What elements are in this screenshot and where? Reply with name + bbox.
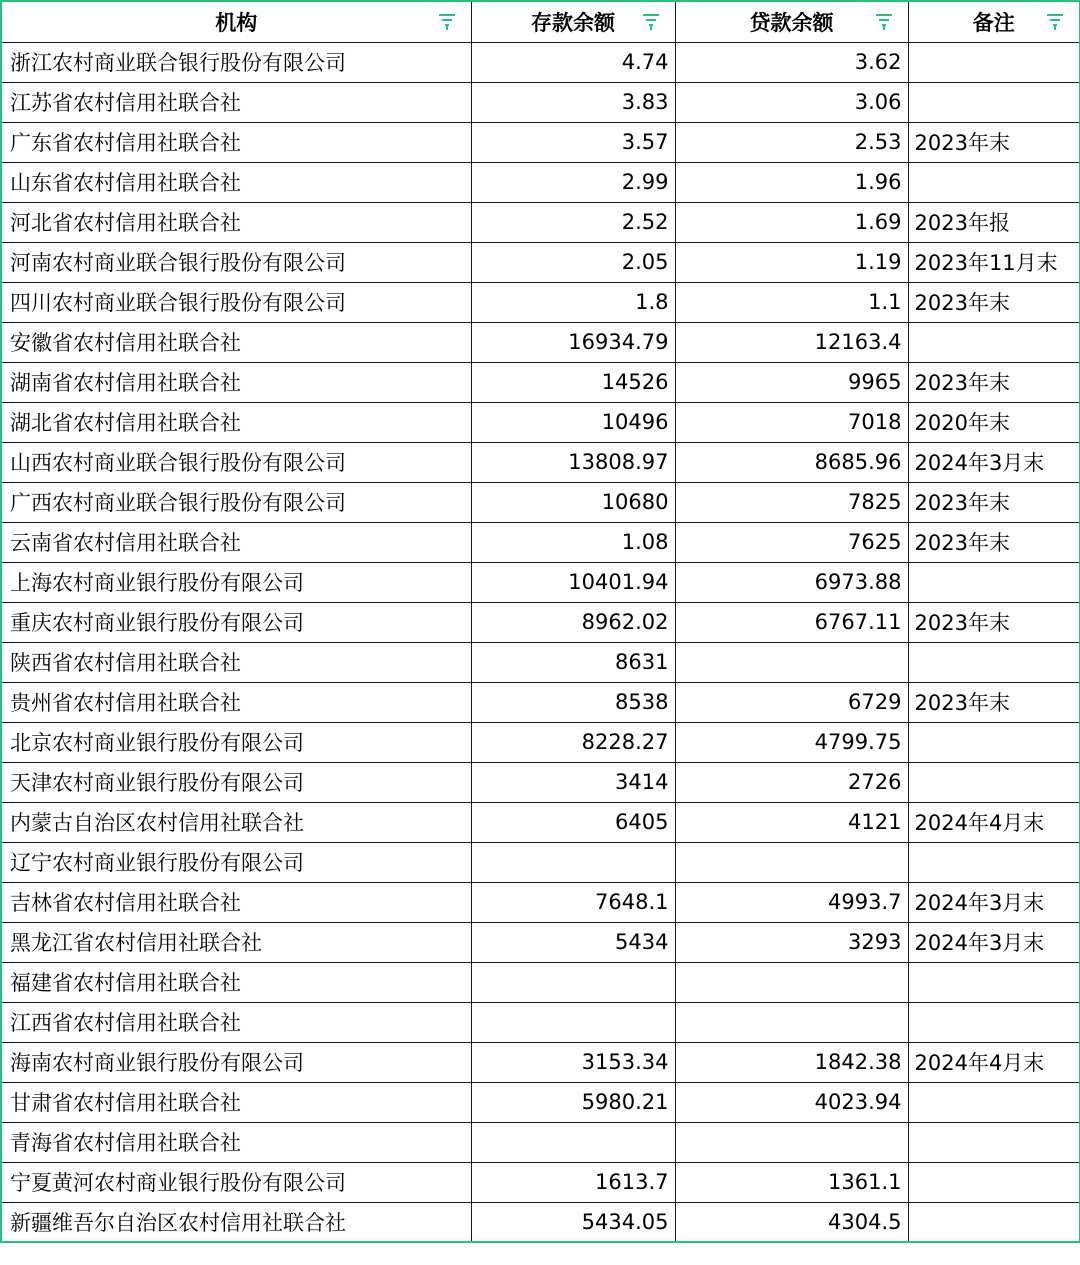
cell-note[interactable] (908, 1162, 1080, 1202)
cell-institution[interactable]: 北京农村商业银行股份有限公司 (1, 722, 471, 762)
cell-institution[interactable]: 海南农村商业银行股份有限公司 (1, 1042, 471, 1082)
cell-institution[interactable]: 江苏省农村信用社联合社 (1, 82, 471, 122)
cell-loan[interactable]: 7625 (675, 522, 908, 562)
cell-loan[interactable] (675, 962, 908, 1002)
table-row[interactable] (1, 1202, 1080, 1242)
cell-loan[interactable]: 8685.96 (675, 442, 908, 482)
cell-note[interactable]: 2020年末 (908, 402, 1080, 442)
column-header-loan[interactable] (675, 1, 908, 42)
cell-note[interactable] (908, 82, 1080, 122)
cell-loan[interactable]: 1.96 (675, 162, 908, 202)
column-header-deposit[interactable] (471, 1, 675, 42)
filter-icon[interactable] (641, 12, 661, 32)
cell-note[interactable] (908, 322, 1080, 362)
cell-deposit[interactable]: 10401.94 (471, 562, 675, 602)
cell-note[interactable]: 2023年末 (908, 362, 1080, 402)
table-row[interactable] (1, 362, 1080, 402)
cell-institution[interactable]: 黑龙江省农村信用社联合社 (1, 922, 471, 962)
table-row[interactable] (1, 482, 1080, 522)
cell-note[interactable] (908, 562, 1080, 602)
cell-deposit[interactable]: 7648.1 (471, 882, 675, 922)
cell-institution[interactable]: 河南农村商业联合银行股份有限公司 (1, 242, 471, 282)
table-row[interactable] (1, 682, 1080, 722)
cell-deposit[interactable]: 8962.02 (471, 602, 675, 642)
cell-deposit[interactable]: 3.57 (471, 122, 675, 162)
cell-loan[interactable]: 4304.5 (675, 1202, 908, 1242)
cell-institution[interactable]: 青海省农村信用社联合社 (1, 1122, 471, 1162)
cell-note[interactable]: 2023年末 (908, 522, 1080, 562)
cell-deposit[interactable]: 5434.05 (471, 1202, 675, 1242)
table-row[interactable] (1, 562, 1080, 602)
cell-institution[interactable]: 云南省农村信用社联合社 (1, 522, 471, 562)
table-row[interactable] (1, 442, 1080, 482)
cell-note[interactable] (908, 842, 1080, 882)
cell-deposit[interactable]: 1.8 (471, 282, 675, 322)
cell-note[interactable]: 2023年末 (908, 122, 1080, 162)
cell-loan[interactable]: 4993.7 (675, 882, 908, 922)
cell-loan[interactable] (675, 642, 908, 682)
table-row[interactable] (1, 842, 1080, 882)
filter-icon[interactable] (437, 12, 457, 32)
cell-deposit[interactable]: 4.74 (471, 42, 675, 82)
table-row[interactable] (1, 1082, 1080, 1122)
cell-institution[interactable]: 甘肃省农村信用社联合社 (1, 1082, 471, 1122)
cell-institution[interactable]: 福建省农村信用社联合社 (1, 962, 471, 1002)
table-row[interactable] (1, 922, 1080, 962)
column-header-label: 贷款余额 (749, 10, 834, 35)
filter-icon[interactable] (874, 12, 894, 32)
cell-institution[interactable]: 天津农村商业银行股份有限公司 (1, 762, 471, 802)
cell-institution[interactable]: 内蒙古自治区农村信用社联合社 (1, 802, 471, 842)
cell-loan[interactable]: 12163.4 (675, 322, 908, 362)
cell-loan[interactable]: 4121 (675, 802, 908, 842)
column-header-note[interactable] (908, 1, 1080, 42)
cell-loan[interactable]: 6729 (675, 682, 908, 722)
cell-note[interactable] (908, 1202, 1080, 1242)
cell-loan[interactable]: 2.53 (675, 122, 908, 162)
cell-deposit[interactable] (471, 842, 675, 882)
cell-note[interactable] (908, 42, 1080, 82)
cell-institution[interactable]: 新疆维吾尔自治区农村信用社联合社 (1, 1202, 471, 1242)
cell-institution[interactable]: 广西农村商业联合银行股份有限公司 (1, 482, 471, 522)
cell-deposit[interactable]: 5980.21 (471, 1082, 675, 1122)
cell-institution[interactable]: 江西省农村信用社联合社 (1, 1002, 471, 1042)
table-row[interactable] (1, 402, 1080, 442)
cell-note[interactable]: 2024年3月末 (908, 882, 1080, 922)
cell-deposit[interactable]: 8631 (471, 642, 675, 682)
cell-loan[interactable]: 2726 (675, 762, 908, 802)
table-row[interactable] (1, 42, 1080, 82)
cell-deposit[interactable]: 1613.7 (471, 1162, 675, 1202)
cell-institution[interactable]: 河北省农村信用社联合社 (1, 202, 471, 242)
cell-deposit[interactable] (471, 1002, 675, 1042)
cell-note[interactable]: 2023年11月末 (908, 242, 1080, 282)
table-row[interactable] (1, 322, 1080, 362)
cell-note[interactable]: 2024年3月末 (908, 922, 1080, 962)
table-row[interactable] (1, 762, 1080, 802)
table-row[interactable] (1, 522, 1080, 562)
cell-note[interactable]: 2023年报 (908, 202, 1080, 242)
table-row[interactable] (1, 82, 1080, 122)
cell-deposit[interactable]: 1.08 (471, 522, 675, 562)
cell-note[interactable] (908, 762, 1080, 802)
cell-loan[interactable]: 1361.1 (675, 1162, 908, 1202)
cell-institution[interactable]: 宁夏黄河农村商业银行股份有限公司 (1, 1162, 471, 1202)
cell-note[interactable] (908, 722, 1080, 762)
cell-loan[interactable]: 3293 (675, 922, 908, 962)
cell-institution[interactable]: 广东省农村信用社联合社 (1, 122, 471, 162)
cell-deposit[interactable]: 2.52 (471, 202, 675, 242)
cell-note[interactable]: 2023年末 (908, 282, 1080, 322)
column-header-label: 存款余额 (531, 10, 615, 35)
table-row[interactable] (1, 962, 1080, 1002)
cell-loan[interactable]: 3.62 (675, 42, 908, 82)
cell-deposit[interactable] (471, 1122, 675, 1162)
cell-loan[interactable]: 4023.94 (675, 1082, 908, 1122)
cell-deposit[interactable]: 2.05 (471, 242, 675, 282)
table-row[interactable] (1, 242, 1080, 282)
cell-note[interactable] (908, 1082, 1080, 1122)
cell-deposit[interactable]: 13808.97 (471, 442, 675, 482)
cell-institution[interactable]: 山东省农村信用社联合社 (1, 162, 471, 202)
table-row[interactable] (1, 1042, 1080, 1082)
cell-institution[interactable]: 贵州省农村信用社联合社 (1, 682, 471, 722)
cell-note[interactable] (908, 642, 1080, 682)
cell-loan[interactable] (675, 1122, 908, 1162)
table-row[interactable] (1, 282, 1080, 322)
cell-deposit[interactable]: 3414 (471, 762, 675, 802)
cell-loan[interactable] (675, 842, 908, 882)
cell-loan[interactable]: 6973.88 (675, 562, 908, 602)
cell-deposit[interactable]: 10680 (471, 482, 675, 522)
cell-institution[interactable]: 浙江农村商业联合银行股份有限公司 (1, 42, 471, 82)
header-row (1, 1, 1080, 42)
cell-deposit[interactable]: 5434 (471, 922, 675, 962)
cell-deposit[interactable]: 8538 (471, 682, 675, 722)
table-row[interactable] (1, 602, 1080, 642)
cell-deposit[interactable]: 14526 (471, 362, 675, 402)
cell-institution[interactable]: 四川农村商业联合银行股份有限公司 (1, 282, 471, 322)
cell-note[interactable] (908, 1002, 1080, 1042)
filter-icon[interactable] (1045, 12, 1065, 32)
table-row[interactable] (1, 162, 1080, 202)
cell-deposit[interactable]: 3153.34 (471, 1042, 675, 1082)
table-row[interactable] (1, 722, 1080, 762)
cell-loan[interactable]: 4799.75 (675, 722, 908, 762)
cell-deposit[interactable]: 8228.27 (471, 722, 675, 762)
cell-loan[interactable]: 1842.38 (675, 1042, 908, 1082)
table-row[interactable] (1, 122, 1080, 162)
cell-institution[interactable]: 吉林省农村信用社联合社 (1, 882, 471, 922)
cell-deposit[interactable]: 2.99 (471, 162, 675, 202)
cell-institution[interactable]: 辽宁农村商业银行股份有限公司 (1, 842, 471, 882)
table-row[interactable] (1, 1002, 1080, 1042)
table-row[interactable] (1, 1122, 1080, 1162)
cell-loan[interactable]: 7018 (675, 402, 908, 442)
cell-institution[interactable]: 上海农村商业银行股份有限公司 (1, 562, 471, 602)
column-header-label: 备注 (972, 10, 1015, 35)
cell-institution[interactable]: 山西农村商业联合银行股份有限公司 (1, 442, 471, 482)
cell-loan[interactable]: 6767.11 (675, 602, 908, 642)
cell-institution[interactable]: 安徽省农村信用社联合社 (1, 322, 471, 362)
cell-loan[interactable]: 7825 (675, 482, 908, 522)
cell-note[interactable] (908, 162, 1080, 202)
table-row[interactable] (1, 882, 1080, 922)
cell-note[interactable]: 2023年末 (908, 682, 1080, 722)
cell-note[interactable]: 2024年4月末 (908, 802, 1080, 842)
table-row[interactable] (1, 802, 1080, 842)
cell-deposit[interactable]: 6405 (471, 802, 675, 842)
cell-note[interactable] (908, 1122, 1080, 1162)
cell-institution[interactable]: 陕西省农村信用社联合社 (1, 642, 471, 682)
cell-note[interactable]: 2024年3月末 (908, 442, 1080, 482)
cell-loan[interactable]: 1.1 (675, 282, 908, 322)
cell-loan[interactable]: 1.19 (675, 242, 908, 282)
column-header-institution[interactable] (1, 1, 471, 42)
cell-loan[interactable]: 9965 (675, 362, 908, 402)
cell-note[interactable]: 2024年4月末 (908, 1042, 1080, 1082)
cell-loan[interactable]: 3.06 (675, 82, 908, 122)
cell-note[interactable] (908, 962, 1080, 1002)
cell-loan[interactable]: 1.69 (675, 202, 908, 242)
cell-deposit[interactable]: 16934.79 (471, 322, 675, 362)
table-row[interactable] (1, 1162, 1080, 1202)
cell-institution[interactable]: 湖北省农村信用社联合社 (1, 402, 471, 442)
cell-institution[interactable]: 重庆农村商业银行股份有限公司 (1, 602, 471, 642)
cell-institution[interactable]: 湖南省农村信用社联合社 (1, 362, 471, 402)
cell-deposit[interactable] (471, 962, 675, 1002)
table-row[interactable] (1, 202, 1080, 242)
cell-loan[interactable] (675, 1002, 908, 1042)
cell-note[interactable]: 2023年末 (908, 602, 1080, 642)
table-row[interactable] (1, 642, 1080, 682)
cell-note[interactable]: 2023年末 (908, 482, 1080, 522)
column-header-label: 机构 (215, 10, 258, 35)
table-body (1, 42, 1080, 1242)
cell-deposit[interactable]: 10496 (471, 402, 675, 442)
cell-deposit[interactable]: 3.83 (471, 82, 675, 122)
